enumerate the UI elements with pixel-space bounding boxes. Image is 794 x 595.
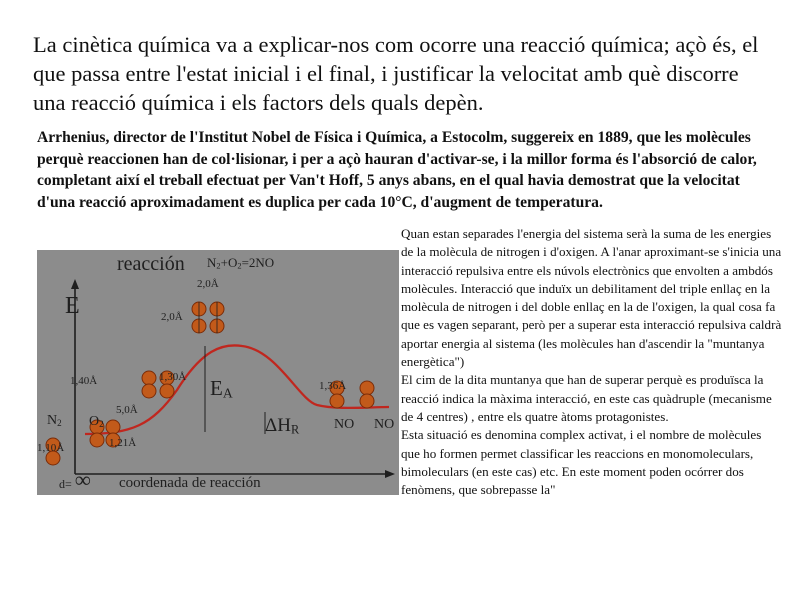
n2-label: $N_2$	[47, 413, 62, 428]
distance-label-5: 1,30Å	[159, 371, 187, 383]
side-paragraph-3: Esta situació es denomina complex activat, i el nombre de molècules que ho formen permet classificar les reaccions en monomoleculars, bimoleculars (en este cas) etc. En este moment poden ocórrer dos fenòmens, que sobrepasse la"	[401, 427, 762, 498]
distance-label-3: 1,40Å	[70, 375, 98, 387]
dh-label: $\Delta H_R$	[265, 415, 300, 437]
side-paragraph-1: Quan estan separades l'energia del sistema serà la suma de les energies de la molècula de nitrogen i d'oxigen. A l'anar aproximant-se s'inicia una interacció repulsiva entre els núvols electrònics que envolten a ambdós molècules. Interacció que induïx un debilitament del triple enllaç en la molècula de nitrogen i del doble enllaç en la de l'oxigen, la qual cosa fa que es vagen separant, però per a superar esta interacció repulsiva caldrà aportar energia al sistema (les molècules han d'ascendir la "muntanya energètica")	[401, 226, 782, 370]
y-axis-label: E	[65, 293, 80, 319]
ea-label: EA	[210, 376, 233, 401]
distance-label-6: 2,0Å	[161, 311, 183, 323]
distance-label-4: 5,0Å	[116, 404, 138, 416]
no-label-1: NO	[334, 417, 355, 432]
o2-label: $O_2$	[89, 414, 104, 429]
distance-label-1: 1,10Å	[37, 442, 65, 454]
distance-label-8: 1,36Å	[319, 380, 347, 392]
infinity-symbol: ∞	[75, 467, 91, 492]
x-axis-arrow-icon	[385, 470, 395, 478]
figure-title: reacción	[117, 253, 185, 275]
side-explanation	[401, 225, 783, 499]
x-axis-label: coordenada de reacción	[119, 475, 261, 491]
y-axis-arrow-icon	[71, 279, 79, 289]
arrhenius-paragraph: Arrhenius, director de l'Institut Nobel de Física i Química, a Estocolm, suggereix en 1889, que les molècules perquè reaccionen han de col·lisionar, i per a açò hauran d'activar-se, i la millor forma és l'absorció de calor, completant així el treball efectuat per Van't Hoff, 5 anys abans, en el qual havia demostrat que la velocitat d'una reacció aproximadament es duplica per cada 10°C, d'augment de temperatura.	[37, 129, 757, 211]
d-label: d=	[59, 477, 72, 491]
intro-paragraph: La cinètica química va a explicar-nos com ocorre una reacció química; açò és, el que passa entre l'estat inicial i el final, i justificar la velocitat amb què discorre una reacció química i els factors dels quals depèn.	[33, 32, 759, 115]
atom-group-activated-complex	[192, 302, 224, 333]
reaction-equation: $N_2+O_2=2NO$	[207, 255, 275, 271]
no-label-2: NO	[374, 417, 395, 432]
reaction-energy-figure	[37, 250, 399, 495]
distance-label-7: 2,0Å	[197, 278, 219, 290]
side-paragraph-2: El cim de la dita muntanya que han de superar perquè es produïsca la reacció indica la màxima interacció, en este cas quàdruple (mecanisme de 4 centres) , entre els quatre àtoms protagonistes.	[401, 372, 772, 424]
distance-label-2: 1,21Å	[109, 437, 137, 449]
